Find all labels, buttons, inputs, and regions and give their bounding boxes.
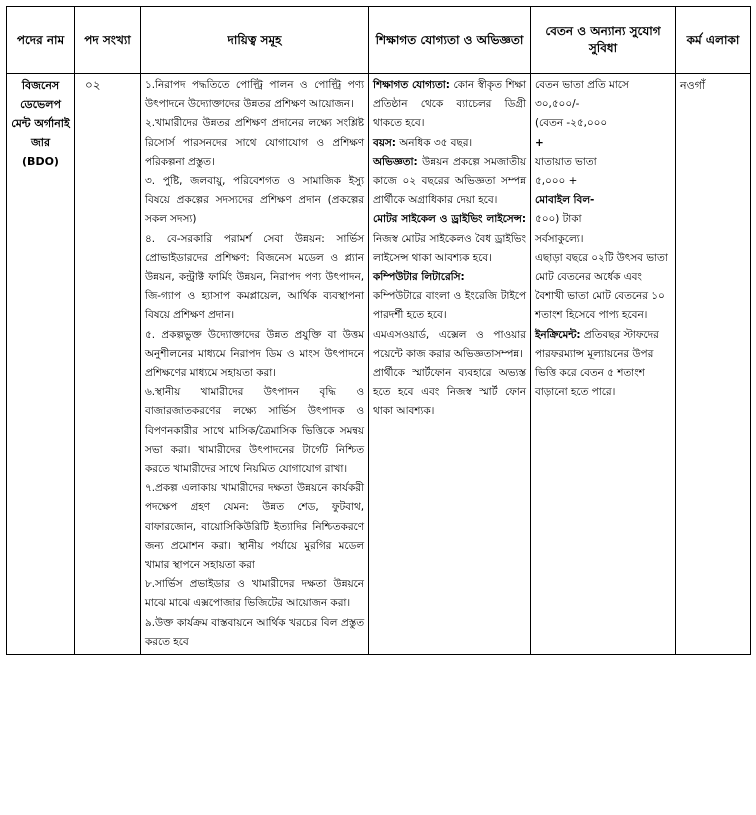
salary-line: সর্বসাকুল্যে। xyxy=(535,232,584,245)
header-salary: বেতন ও অন্যান্য সুযোগ সুবিধা xyxy=(531,7,676,74)
header-post-count: পদ সংখ্যা xyxy=(75,7,141,74)
computer-text: কম্পিউটারে বাংলা ও ইংরেজি টাইপে পারদর্শী হতে হবে। xyxy=(373,290,526,322)
increment-text: প্রতিবছর স্টাফদের পারফরম্যান্স মূল্যায়নের উপর ভিত্তি করে বেতন ৫ শতাংশ বাড়ানো হতে পারে। xyxy=(535,328,659,399)
computer-block xyxy=(373,268,526,287)
duty-item: ৪. বে-সরকারি পরামর্শ সেবা উন্নয়ন: সার্ভিস প্রোভাইডারদের প্রশিক্ষণ: বিজনেস মডেল ও প্ল্যান উন্নয়ন, কন্ট্রাক্ট ফার্মিং উন্নয়ন, নিরাপদ পণ্য উৎপাদন, জি-গ্যাপ ও হ্যাসাপ কমপ্লায়েল, আর্থিক ব্যবস্থাপনা বিষয়ে প্রশিক্ষণ প্রদান। xyxy=(145,232,364,322)
salary-line: এছাড়া বছরে ০২টি উৎসব ভাতা মোট বেতনের অর্ধেক এবং বৈশাখী ভাতা মোট বেতনের ১০ শতাংশ হিসেবে পাপ্য হবেন। xyxy=(535,251,668,322)
duty-item: ৭.প্রকল্প এলাকায় খামারীদের দক্ষতা উন্নয়নে কার্যকরী পদক্ষেপ গ্রহণ যেমন: উন্নত শেড, ফুটবাথ, বাফারজোন, বায়োসিকিউরিটি ইত্যাদির নিশ্চিতকরণে জন্য প্রমোশন করা। স্থানীয় পর্যায়ে মুরগির মডেল খামার স্থাপনে সহায়তা করা xyxy=(145,482,364,572)
job-table-wrapper xyxy=(6,6,750,655)
education-text: কোন স্বীকৃত শিক্ষা প্রতিষ্ঠান থেকে ব্যাচেলর ডিগ্রী থাকতে হবে। xyxy=(373,79,526,130)
office-text: এমএসওয়ার্ড, এক্সেল ও পাওয়ার পয়েন্টে কাজ করার অভিজ্ঞতাসম্পন্ন। xyxy=(373,328,526,360)
education-block xyxy=(373,76,526,134)
computer-label: কম্পিউটার লিটারেসি: xyxy=(373,271,465,284)
license-label: মোটর সাইকেল ও ড্রাইভিং লাইসেন্স: xyxy=(373,213,526,226)
header-qualification: শিক্ষাগত যোগ্যতা ও অভিজ্ঞতা xyxy=(369,7,531,74)
cell-qualification xyxy=(369,74,531,655)
license-block xyxy=(373,210,526,268)
duty-item: ২.খামারীদের উন্নতর প্রশিক্ষণ প্রদানের লক্ষ্যে সংশ্লিষ্ট রিসোর্স পারসনদের সাথে যোগাযোগ ও প্রশিক্ষণ পরিকল্পনা প্রস্তুত। xyxy=(145,117,364,168)
smartphone-text: প্রার্থীকে স্মার্টফোন ব্যবহারে অভ্যস্ত হতে হবে এবং নিজস্ব স্মার্ট ফোন থাকা আবশ্যক। xyxy=(373,367,526,418)
cell-work-area: নওগাঁ xyxy=(676,74,751,655)
job-details-table xyxy=(6,6,751,655)
cell-salary xyxy=(531,74,676,655)
age-block xyxy=(373,134,526,153)
duty-item: ৩. পুষ্টি, জলবায়ু, পরিবেশগত ও সামাজিক ইস্যু বিষয়ে প্রকল্পের সদস্যদের প্রশিক্ষণ প্রদান (প্রকল্পের সকল সদস্য) xyxy=(145,175,364,226)
salary-line: + xyxy=(535,136,544,149)
cell-duties xyxy=(141,74,369,655)
table-header-row xyxy=(7,7,751,74)
duty-item: ৯.উক্ত কার্যক্রম বাস্তবায়নে আর্থিক খরচের বিল প্রস্তুত করতে হবে xyxy=(145,616,364,648)
cell-post-name: বিজনেস ডেভেলপ মেন্ট অর্গানাই জার (BDO) xyxy=(7,74,75,655)
header-post-name: পদের নাম xyxy=(7,7,75,74)
increment-block xyxy=(535,326,671,403)
license-text: নিজস্ব মোটর সাইকেলও বৈধ ড্রাইভিং লাইসেন্স থাকা আবশ্যক হবে। xyxy=(373,232,526,264)
experience-text: উন্নয়ন প্রকল্পে সমজাতীয় কাজে ০২ বছরের অভিজ্ঞতা সম্পন্ন প্রার্থীকে অগ্রাধিকার দেয়া হবে। xyxy=(373,155,526,207)
duty-item: ৫. প্রকল্পভুক্ত উদ্যোক্তাদের উন্নত প্রযুক্তি বা উত্তম অনুশীলনের মাধ্যমে নিরাপদ ডিম ও মাংস উৎপাদনে প্রশিক্ষণের মাধ্যমে সহায়তা করা। xyxy=(145,328,364,380)
education-label: শিক্ষাগত যোগ্যতা: xyxy=(373,79,450,91)
salary-line: ৫০০) টাকা xyxy=(535,213,582,226)
duty-item: ১.নিরাপদ পদ্ধতিতে পোল্ট্রি পালন ও পোল্ট্রি পণ্য উৎপাদনে উদ্যোক্তাদের উন্নতর প্রশিক্ষণ আয়োজন। xyxy=(145,79,364,111)
salary-line: ৫,০০০ + xyxy=(535,175,578,188)
salary-line: বেতন ভাতা প্রতি মাসে ৩০,৫০০/- xyxy=(535,79,629,111)
age-label: বয়স: xyxy=(373,136,396,149)
header-duties: দায়িত্ব সমূহ xyxy=(141,7,369,74)
age-text: অনধিক ৩৫ বছর। xyxy=(399,136,473,149)
duty-item: ৬.স্থানীয় খামারীদের উৎপাদন বৃদ্ধি ও বাজারজাতকরণের লক্ষ্যে সার্ভিস উৎপাদক ও বিপণনকারীর সাথে মাসিক/ত্রৈমাসিক ভিত্তিকে সমন্বয় সভা করা। খামারীদের উৎপাদনের টার্গেট নিশ্চিত করতে খামারীদের সাথে নিয়মিত যোগাযোগ রাখা। xyxy=(145,386,364,476)
salary-line: মোবাইল বিল- xyxy=(535,194,595,207)
cell-post-count: ০২ xyxy=(75,74,141,655)
experience-label: অভিজ্ঞতা: xyxy=(373,155,418,168)
duty-item: ৮.সার্ভিস প্রভাইডার ও খামারীদের দক্ষতা উন্নয়নে মাঝে মাঝে এক্সপোজার ভিজিটের আয়োজন করা। xyxy=(145,578,364,610)
salary-line: যাতায়াত ভাতা xyxy=(535,155,597,168)
increment-label: ইনক্রিমেন্ট: xyxy=(535,328,581,341)
header-work-area: কর্ম এলাকা xyxy=(676,7,751,74)
table-row xyxy=(7,74,751,655)
experience-block xyxy=(373,153,526,211)
salary-line: (বেতন -২৫,০০০ xyxy=(535,117,608,130)
